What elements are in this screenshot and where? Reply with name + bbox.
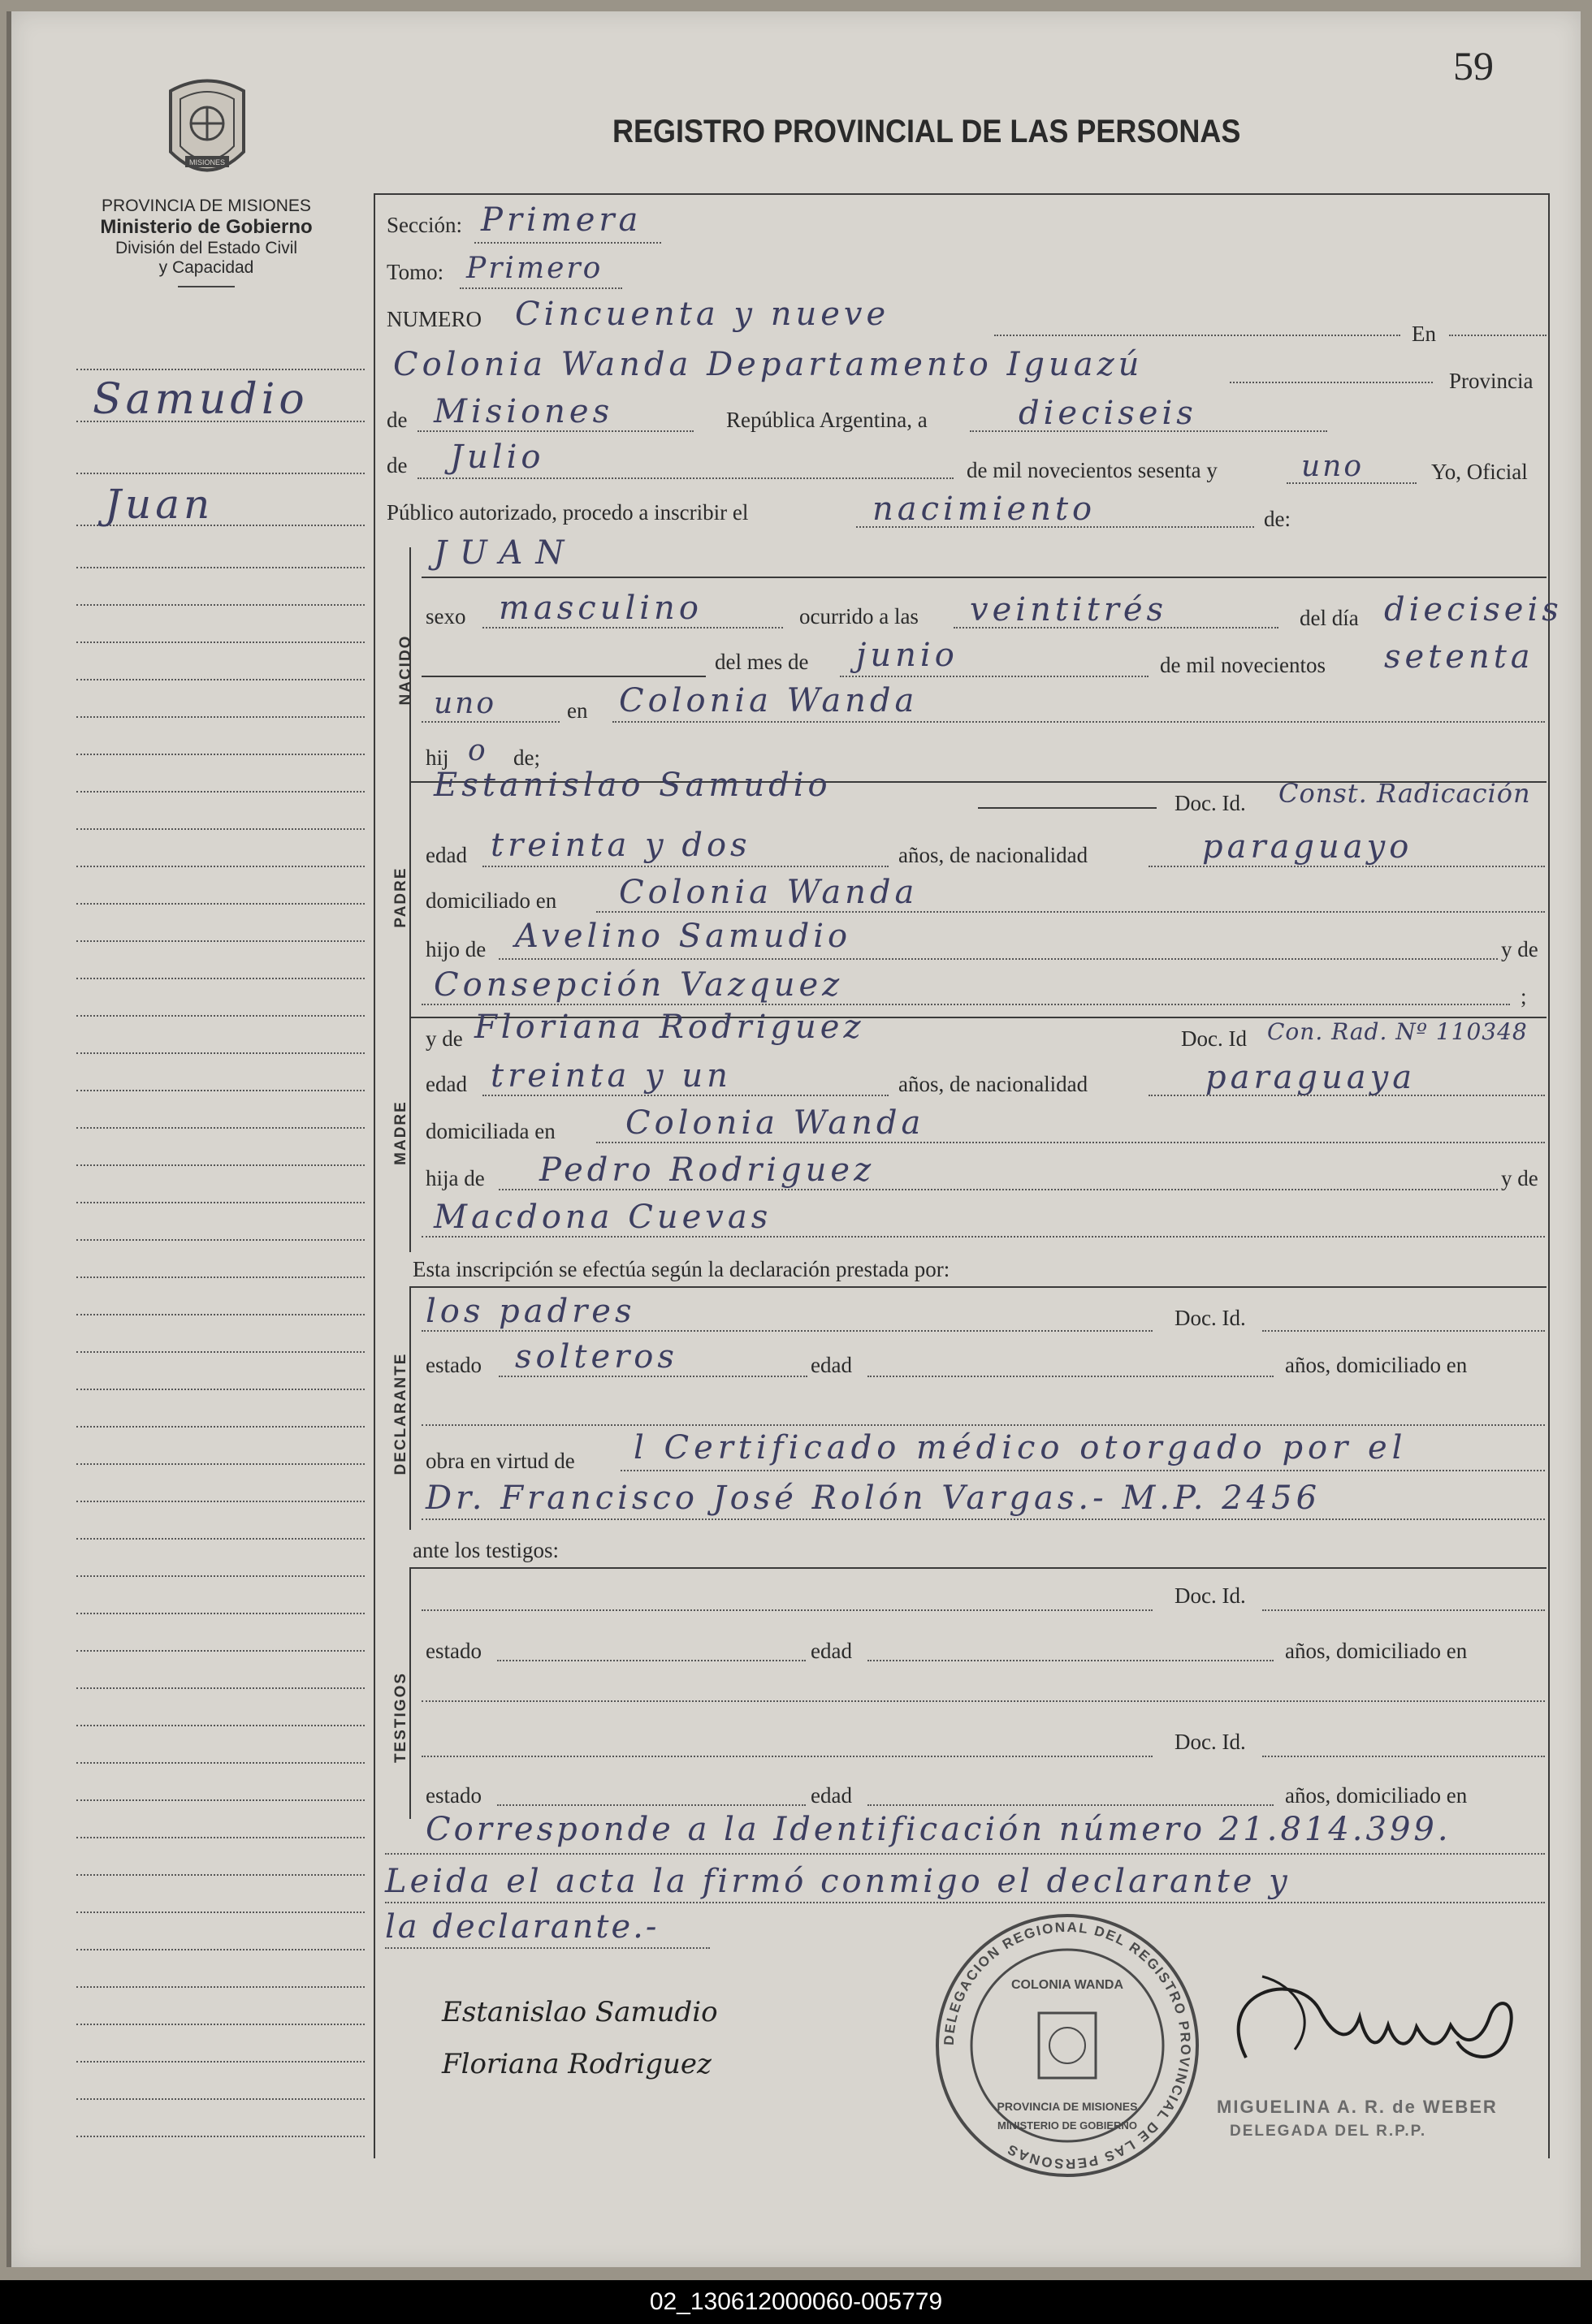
stamp-ministry: MINISTERIO DE GOBIERNO <box>997 2119 1137 2132</box>
testigo2-estado-label: estado <box>426 1783 482 1808</box>
hijo-label: hij <box>426 745 449 770</box>
anio-value: uno <box>1301 450 1365 483</box>
hora-value: veintitrés <box>970 591 1168 629</box>
official-name: MIGUELINA A. R. de WEBER <box>1217 2097 1498 2117</box>
madre-edad-value: treinta y un <box>491 1057 732 1095</box>
madre-hija-de-label: hija de <box>426 1166 485 1190</box>
official-stamp-icon <box>929 1911 1205 2179</box>
madre-y-de-label: y de <box>426 1026 463 1051</box>
padre-edad-value: treinta y dos <box>491 827 751 864</box>
decl-estado-label: estado <box>426 1353 482 1377</box>
padre-nombre: Estanislao Samudio <box>434 767 832 804</box>
tomo-value: Primero <box>466 252 603 285</box>
page-number: 59 <box>1453 43 1494 89</box>
padre-nac-value: paraguayo <box>1202 828 1413 866</box>
padre-padre-value: Avelino Samudio <box>515 918 852 955</box>
section-testigos: TESTIGOS <box>392 1671 409 1764</box>
division-name: División del Estado Civil <box>115 239 298 257</box>
section-declarante: DECLARANTE <box>392 1352 409 1475</box>
signature-padre: Estanislao Samudio <box>442 1996 718 2028</box>
nombre-value: JUAN <box>434 534 578 572</box>
capacity-name: y Capacidad <box>158 258 254 277</box>
lugar-nac-value: Colonia Wanda <box>619 682 919 719</box>
tomo-label: Tomo: <box>387 260 444 284</box>
anio-nac-b-value: uno <box>434 687 497 720</box>
seal-text: MISIONES <box>188 158 226 166</box>
frame-right <box>1548 193 1550 2158</box>
obra-label: obra en virtud de <box>426 1449 575 1473</box>
margin-surname: Samudio <box>93 375 309 424</box>
provincia-value: Misiones <box>434 393 614 430</box>
madre-doc-value: Con. Rad. Nº 110348 <box>1267 1018 1528 1045</box>
madre-madre-value: Macdona Cuevas <box>434 1199 772 1236</box>
padre-y-de-label: y de <box>1501 937 1538 961</box>
sexo-value: masculino <box>499 590 703 627</box>
nota-linea-2: Leida el acta la firmó conmigo el declarante y <box>385 1863 1291 1900</box>
del-dia-label: del día <box>1300 606 1359 630</box>
madre-y-de-label-2: y de <box>1501 1166 1538 1190</box>
section-nacido: NACIDO <box>397 634 414 706</box>
provincia-label: Provincia <box>1449 369 1534 393</box>
madre-dom-value: Colonia Wanda <box>625 1104 925 1142</box>
stamp-inner-bottom: PROVINCIA DE MISIONES <box>997 2100 1138 2113</box>
official-signature-icon <box>1197 1960 1547 2090</box>
padre-doc-value: Const. Radicación <box>1278 778 1531 809</box>
frame-left <box>374 193 375 2158</box>
obra-value-1: l Certificado médico otorgado por el <box>634 1429 1408 1467</box>
madre-doc-label: Doc. Id <box>1181 1026 1247 1051</box>
decl-anos-label: años, domiciliado en <box>1285 1353 1468 1377</box>
lugar-value: Colonia Wanda Departamento Iguazú <box>393 346 1144 383</box>
testigo2-doc-label: Doc. Id. <box>1175 1730 1246 1754</box>
testigo1-doc-label: Doc. Id. <box>1175 1583 1246 1608</box>
ocurrido-label: ocurrido a las <box>799 604 919 629</box>
madre-edad-label: edad <box>426 1072 467 1096</box>
padre-hijo-de-label: hijo de <box>426 937 487 961</box>
de-mil-nov-label: de mil novecientos <box>1160 653 1326 677</box>
madre-anos-label: años, de nacionalidad <box>898 1072 1088 1096</box>
madre-dom-label: domiciliada en <box>426 1119 556 1143</box>
dia-value: dieciseis <box>1019 395 1197 432</box>
publico-label: Público autorizado, procedo a inscribir el <box>387 500 749 525</box>
dia-nac-value: dieciseis <box>1384 591 1563 629</box>
anio-nac-a-value: setenta <box>1384 638 1534 676</box>
hijo-suffix: o <box>468 734 488 767</box>
province-seal-icon <box>162 75 252 188</box>
obra-value-2: Dr. Francisco José Rolón Vargas.- M.P. 2456 <box>426 1479 1322 1517</box>
margin-given-name: Juan <box>105 481 214 528</box>
mes-nac-value: junio <box>856 637 958 674</box>
image-id-footer: 02_130612000060-005779 <box>0 2280 1592 2324</box>
del-mes-label: del mes de <box>715 650 809 674</box>
frame-top <box>374 193 1548 195</box>
province-name: PROVINCIA DE MISIONES <box>102 197 311 215</box>
padre-doc-label: Doc. Id. <box>1175 791 1246 815</box>
decl-estado-value: solteros <box>515 1338 678 1376</box>
signature-madre: Floriana Rodriguez <box>442 2048 712 2080</box>
testigo2-anos-label: años, domiciliado en <box>1285 1783 1468 1808</box>
stamp-outer-text: DELEGACION REGIONAL DEL REGISTRO PROVINCIAL DE LAS PERSONAS <box>941 1919 1194 2172</box>
nota-linea-3: la declarante.- <box>385 1908 660 1946</box>
de-label-1: de <box>387 408 408 432</box>
padre-edad-label: edad <box>426 843 467 867</box>
declarante-value: los padres <box>426 1293 636 1330</box>
testigo1-estado-label: estado <box>426 1639 482 1663</box>
ministry-header <box>60 197 353 287</box>
section-madre: MADRE <box>392 1100 409 1165</box>
testigo1-anos-label: años, domiciliado en <box>1285 1639 1468 1663</box>
padre-dom-label: domiciliado en <box>426 888 557 913</box>
seccion-value: Primera <box>481 201 642 239</box>
de-colon-label: de: <box>1264 507 1291 531</box>
official-role: DELEGADA DEL R.P.P. <box>1230 2123 1427 2140</box>
hijo-de-label: de; <box>513 745 540 770</box>
numero-label: NUMERO <box>387 307 482 331</box>
en-label: En <box>1412 322 1436 346</box>
madre-nac-value: paraguaya <box>1205 1059 1417 1096</box>
header-rule <box>178 286 235 287</box>
padre-anos-label: años, de nacionalidad <box>898 843 1088 867</box>
decl-edad-label: edad <box>811 1353 852 1377</box>
semicolon-label: ; <box>1521 984 1527 1009</box>
acto-value: nacimiento <box>872 490 1097 528</box>
testigo2-edad-label: edad <box>811 1783 852 1808</box>
declarante-doc-label: Doc. Id. <box>1175 1306 1246 1330</box>
nota-linea-1: Corresponde a la Identificación número 21.814.399. <box>426 1811 1451 1848</box>
padre-dom-value: Colonia Wanda <box>619 874 919 911</box>
numero-value: Cincuenta y nueve <box>515 296 890 333</box>
ministry-name: Ministerio de Gobierno <box>100 216 313 238</box>
de-label-2: de <box>387 453 408 477</box>
madre-nombre: Floriana Rodriguez <box>474 1009 865 1046</box>
testigo1-edad-label: edad <box>811 1639 852 1663</box>
section-padre: PADRE <box>392 866 409 928</box>
sexo-label: sexo <box>426 604 466 629</box>
de-mil-label: de mil novecientos sesenta y <box>967 458 1218 482</box>
document-page <box>6 11 1581 2267</box>
yo-oficial-label: Yo, Oficial <box>1431 460 1528 484</box>
en-label-2: en <box>567 698 588 723</box>
testigos-label: ante los testigos: <box>413 1538 559 1562</box>
madre-padre-value: Pedro Rodriguez <box>539 1151 876 1189</box>
seccion-label: Sección: <box>387 213 462 237</box>
mes-value: Julio <box>450 438 545 476</box>
page-title: REGISTRO PROVINCIAL DE LAS PERSONAS <box>612 114 1241 149</box>
padre-madre-value: Consepción Vazquez <box>434 966 844 1004</box>
stamp-inner-top: COLONIA WANDA <box>1010 1978 1124 1992</box>
inscripcion-label: Esta inscripción se efectúa según la declaración prestada por: <box>413 1257 950 1281</box>
svg-text:DELEGACION REGIONAL DEL REGIST <box>941 1920 1193 2171</box>
republica-label: República Argentina, a <box>726 408 928 432</box>
